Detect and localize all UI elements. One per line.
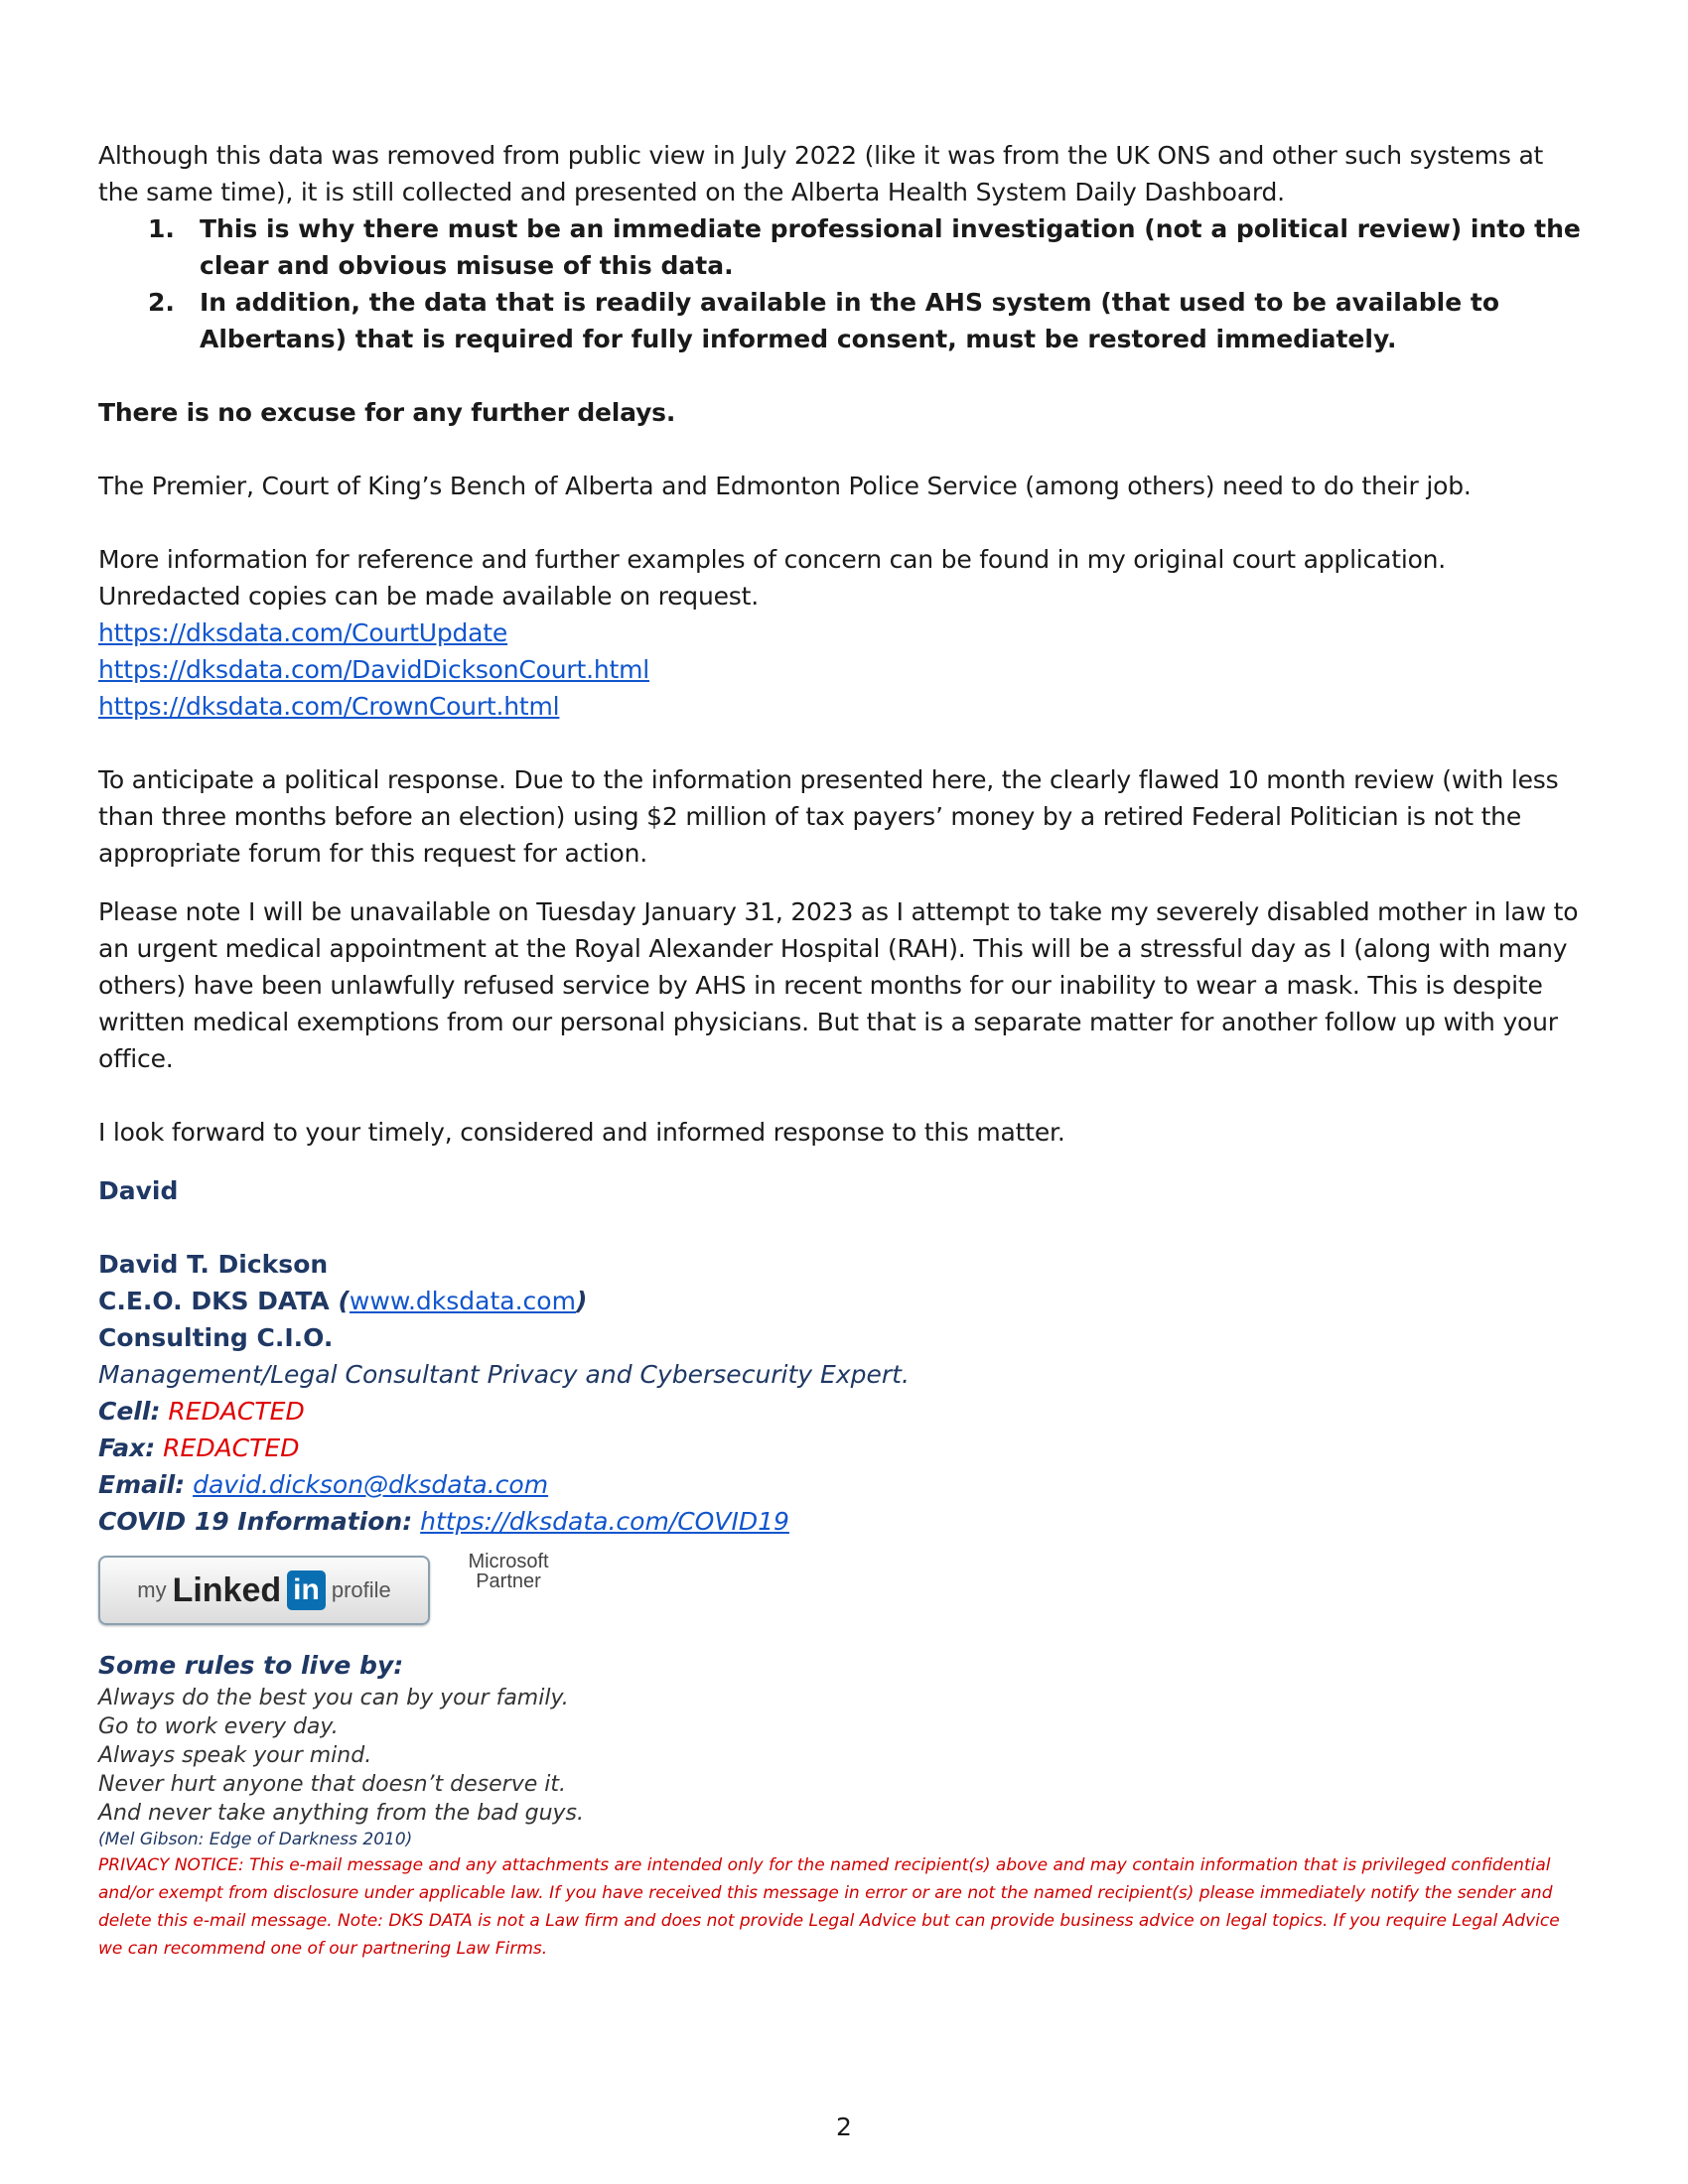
signature-first-name: David bbox=[98, 1176, 179, 1205]
email-link[interactable]: david.dickson@dksdata.com bbox=[193, 1470, 549, 1499]
page-number: 2 bbox=[836, 2113, 852, 2141]
anticipate-paragraph: To anticipate a political response. Due to the information presented here, the clearly flawed 10 month review (with less than three months before an election) using $2 million of tax payers’ money by a retired Federal Politician is not the appropriate forum for this request for action. bbox=[98, 765, 1559, 868]
signature-cell: Cell: REDACTED bbox=[98, 1397, 305, 1426]
signature-covid: COVID 19 Information: https://dksdata.com/COVID19 bbox=[98, 1507, 789, 1536]
list-item bbox=[98, 210, 1588, 284]
badges-row bbox=[98, 1552, 1588, 1629]
link-crown-court[interactable]: https://dksdata.com/CrownCourt.html bbox=[98, 692, 560, 721]
signature-email: Email: david.dickson@dksdata.com bbox=[98, 1470, 549, 1499]
intro-paragraph: Although this data was removed from public view in July 2022 (like it was from the UK ONS and other such systems at the same time), it is still collected and presented on the Alberta Health System Daily Dashboard. bbox=[98, 141, 1544, 206]
list-text: This is why there must be an immediate professional investigation (not a political review) into the clear and obvious misuse of this data. bbox=[200, 214, 1581, 280]
quote-attribution: (Mel Gibson: Edge of Darkness 2010) bbox=[98, 1830, 413, 1849]
rule-item: Always speak your mind. bbox=[98, 1743, 372, 1768]
list-text: In addition, the data that is readily available in the AHS system (that used to be available to Albertans) that is required for fully informed consent, must be restored immediately. bbox=[200, 288, 1499, 353]
more-info-paragraph: More information for reference and further examples of concern can be found in my original court application. Unredacted copies can be made available on request. bbox=[98, 545, 1447, 611]
list-number: 1. bbox=[148, 214, 175, 243]
linkedin-profile-badge[interactable]: my Linked in profile bbox=[98, 1556, 430, 1625]
company-website-link[interactable]: www.dksdata.com bbox=[349, 1287, 576, 1315]
closing-paragraph: I look forward to your timely, considered and informed response to this matter. bbox=[98, 1118, 1065, 1147]
reference-links bbox=[98, 614, 1588, 725]
demands-list bbox=[98, 210, 1588, 357]
linkedin-icon: in bbox=[287, 1570, 326, 1610]
signature-title: C.E.O. DKS DATA (www.dksdata.com) bbox=[98, 1287, 588, 1315]
signature-block bbox=[98, 1172, 1588, 1540]
signature-full-name: David T. Dickson bbox=[98, 1250, 329, 1279]
premier-paragraph: The Premier, Court of King’s Bench of Alberta and Edmonton Police Service (among others) need to do their job. bbox=[98, 472, 1472, 500]
no-excuse-statement: There is no excuse for any further delays. bbox=[98, 398, 676, 427]
signature-fax: Fax: REDACTED bbox=[98, 1433, 300, 1462]
rule-item: And never take anything from the bad guys. bbox=[98, 1801, 584, 1826]
rules-list bbox=[98, 1684, 1588, 1828]
list-item bbox=[98, 284, 1588, 357]
link-court-update[interactable]: https://dksdata.com/CourtUpdate bbox=[98, 618, 508, 647]
signature-consulting: Consulting C.I.O. bbox=[98, 1323, 334, 1352]
privacy-notice: PRIVACY NOTICE: This e-mail message and any attachments are intended only for the named recipient(s) above and may contain information that is privileged confidential and/or exempt from disclosure under applicable law. If you have received this message in error or are not the named recipient(s) please immediately notify the sender and delete this e-mail message. Note: DKS DATA is not a Law firm and does not provide Legal Advice but can provide business advice on legal topics. If you require Legal Advice we can recommend one of our partnering Law Firms. bbox=[98, 1855, 1560, 1959]
covid-info-link[interactable]: https://dksdata.com/COVID19 bbox=[420, 1507, 789, 1536]
rules-heading: Some rules to live by: bbox=[98, 1651, 404, 1680]
link-david-dickson-court[interactable]: https://dksdata.com/DavidDicksonCourt.html bbox=[98, 655, 649, 684]
rule-item: Always do the best you can by your family. bbox=[98, 1686, 569, 1710]
signature-tagline: Management/Legal Consultant Privacy and Cybersecurity Expert. bbox=[98, 1360, 910, 1389]
list-number: 2. bbox=[148, 288, 175, 317]
rule-item: Go to work every day. bbox=[98, 1714, 339, 1739]
rule-item: Never hurt anyone that doesn’t deserve it. bbox=[98, 1772, 566, 1797]
microsoft-partner-logo: Microsoft Partner bbox=[468, 1551, 549, 1592]
please-note-paragraph: Please note I will be unavailable on Tuesday January 31, 2023 as I attempt to take my severely disabled mother in law to an urgent medical appointment at the Royal Alexander Hospital (RAH). This will be a stressful day as I (along with many others) have been unlawfully refused service by AHS in recent months for our inability to wear a mask. This is despite written medical exemptions from our personal physicians. But that is a separate matter for another follow up with your office. bbox=[98, 897, 1579, 1073]
letter-page bbox=[98, 137, 1588, 1963]
